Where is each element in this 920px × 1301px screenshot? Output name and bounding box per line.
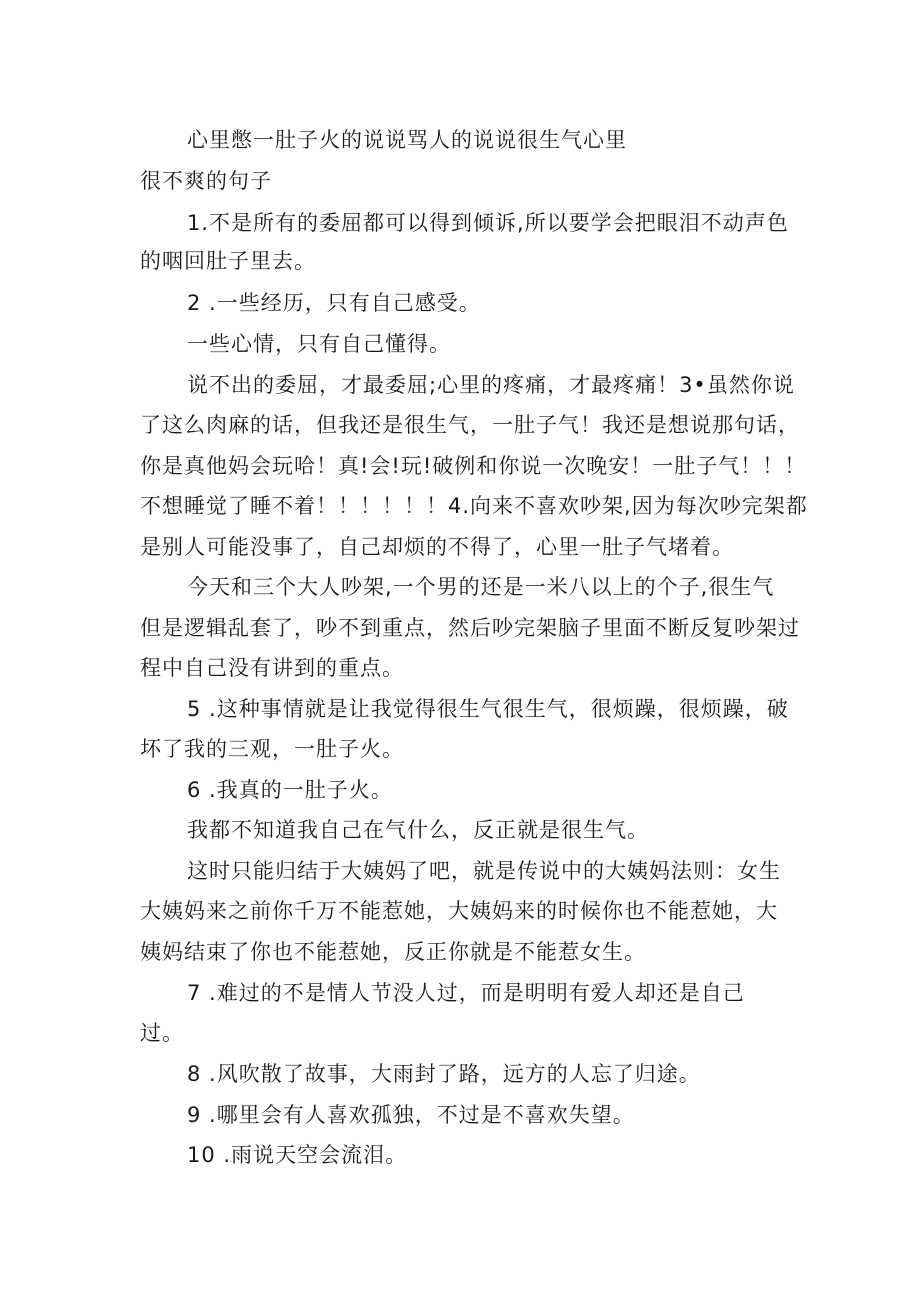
paragraph-line: 但是逻辑乱套了，吵不到重点，然后吵完架脑子里面不断反复吵架过 [140, 616, 800, 640]
paragraph-line: 这时只能归结于大姨妈了吧，就是传说中的大姨妈法则：女生 [187, 859, 781, 883]
paragraph-line: 2 .一些经历，只有自己感受。 [187, 291, 481, 315]
paragraph-line: 7 .难过的不是情人节没人过，而是明明有爱人却还是自己 [187, 981, 745, 1005]
paragraph-line: 是别人可能没事了，自己却烦的不得了，心里一肚子气堵着。 [140, 535, 734, 559]
paragraph-line: 你是真他妈会玩哈！真!会!玩!破例和你说一次晚安！一肚子气！！！ [140, 454, 807, 478]
title-line-1: 心里憋一肚子火的说说骂人的说说很生气心里 [187, 128, 627, 152]
paragraph-line: 了这么肉麻的话，但我还是很生气，一肚子气！我还是想说那句话， [140, 413, 800, 437]
paragraph-line: 过。 [140, 1021, 184, 1045]
paragraph-line: 10 .雨说天空会流泪。 [187, 1143, 408, 1167]
paragraph-line: 姨妈结束了你也不能惹她，反正你就是不能惹女生。 [140, 940, 646, 964]
paragraph-line: 的咽回肚子里去。 [140, 249, 316, 273]
paragraph-line: 大姨妈来之前你千万不能惹她，大姨妈来的时候你也不能惹她，大 [140, 899, 778, 923]
paragraph-line: 1.不是所有的委屈都可以得到倾诉,所以要学会把眼泪不动声色 [187, 211, 789, 235]
paragraph-line: 6 .我真的一肚子火。 [187, 778, 393, 802]
paragraph-line: 不想睡觉了睡不着！！！！！！4.向来不喜欢吵架,因为每次吵完架都 [140, 494, 808, 518]
paragraph-line: 今天和三个大人吵架,一个男的还是一米八以上的个子,很生气 [187, 575, 775, 599]
paragraph-line: 我都不知道我自己在气什么，反正就是很生气。 [187, 818, 649, 842]
paragraph-line: 9 .哪里会有人喜欢孤独，不过是不喜欢失望。 [187, 1103, 635, 1127]
paragraph-line: 5 .这种事情就是让我觉得很生气很生气，很烦躁，很烦躁，破 [187, 697, 789, 721]
paragraph-line: 坏了我的三观，一肚子火。 [140, 737, 404, 761]
title-line-2: 很不爽的句子 [140, 169, 272, 193]
paragraph-line: 程中自己没有讲到的重点。 [140, 656, 404, 680]
paragraph-line: 说不出的委屈，才最委屈;心里的疼痛，才最疼痛！3•虽然你说 [187, 373, 795, 397]
paragraph-line: 一些心情，只有自己懂得。 [187, 332, 451, 356]
paragraph-line: 8 .风吹散了故事，大雨封了路，远方的人忘了归途。 [187, 1062, 701, 1086]
